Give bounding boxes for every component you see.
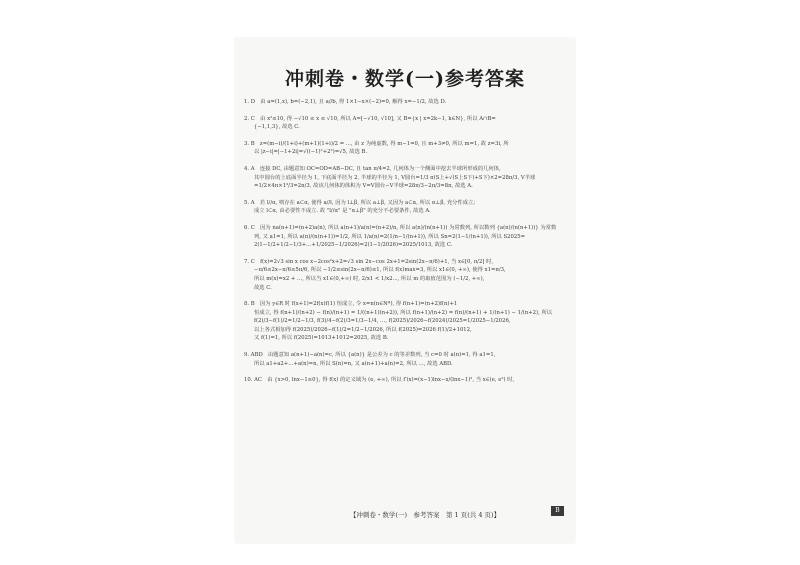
answer-item: [244, 140, 569, 157]
answer-item: [244, 115, 569, 132]
answer-line: 故选 C.: [254, 284, 272, 291]
answer-line: 其中圆台的上底面半径为 1, 下底面半径为 2, 半球的半径为 1, V圆台=1/3 π(S上+√(S上S下)+S下)×2=28π/3, V半球: [254, 174, 536, 181]
answer-item: [244, 351, 569, 368]
page-badge: B: [551, 506, 564, 516]
document-title: 冲刺卷・数学(一)参考答案: [285, 68, 525, 90]
answer-item: [244, 224, 569, 250]
answer-line: 4. A 连接 DC, 由题意知 OC=OD=AB−DC, 且 tan π/4=2, 几何体为一个侧面中挖去半球所形成的几何体,: [244, 165, 501, 172]
answer-line: 以上各式相加得 f(2025)/2026−f(1)/2=1/2−1/2026, 所以 f(2025)=2026 f(1)/2+1012,: [254, 326, 472, 333]
answer-line: 所以 m(x)=x2 + ..., 所以当 x1∈(0,+∞) 时, 2/x1 < 1/x2..., 所以 m 的取值范围为 (−1/2, +∞),: [254, 275, 485, 282]
answer-line: 8. B 因为 y∈R 时 f(x+1)=2f(x)f(1) 恒成立, 令 x=n(n∈N*), 得 f(n+1)=(n+2)f(n)+1: [244, 301, 458, 308]
answer-item: [244, 199, 569, 216]
answer-item: [244, 376, 569, 385]
answer-line: 所以 a1+a2+…+a(n)=n, 所以 S(n)=n, 又 a(n+1)+a(n)=2, 所以 ..., 故选 ABD.: [254, 360, 453, 367]
answer-line: 1. D 由 a=(1,x), b=(−2,1), 且 a//b, 得 1×1−x×(−2)=0, 解得 x=−1/2, 故选 D.: [244, 99, 447, 105]
answer-item: [244, 300, 569, 343]
answer-item: [244, 165, 569, 191]
answer-line: 恒成立, 得 f(n+1)/(n+2) − f(n)/(n+1) = 1/((n+1)(n+2)), 所以 f(n+1)/(n+2) = f(n)/(n+1) + 1/(n+1) − 1/(n+2), 所以: [254, 309, 553, 316]
answer-list: [244, 98, 569, 393]
answer-line: 以 |z−i|=|−1+2i|=√((−1)²+2²)=√5, 故选 B.: [254, 149, 368, 156]
answer-line: 2. C 由 x²≤10, 得 −√10 ≤ x ≤ √10, 所以 A=[−√10, √10], 又 B={x | x=2k−1, k∈N}, 所以 A∩B=: [244, 115, 496, 122]
answer-line: 5. A 若 l//α, 则存在 a⊂α, 使得 a//l, 因为 l⊥β, 所以 a⊥β, 又因为 a⊂α, 所以 α⊥β, 充分性成立;: [244, 199, 476, 206]
answer-line: 6. C 因为 na(n+1)=(n+2)a(n), 所以 a(n+1)/a(n)=(n+2)/n, 所以 a(n)/(n(n+1)) 为常数列, 所以数列 {a(n)/(n(n+1))} 为常数: [244, 224, 557, 231]
answer-item: [244, 258, 569, 292]
answer-line: 3. B z=(m−i)/(1+i)+(m+1)(1+i)/2 = ..., 由 z 为纯虚数, 得 m−1=0, 且 m+3≠0, 所以 m=1, 故 z=3i, 所: [244, 140, 509, 147]
answer-line: 9. ABD 由题意知 a(n+1)−a(n)=c, 所以 {a(n)} 是公差为 c 的等差数列, 当 c=0 时 a(n)=1, 得 a1=1,: [244, 352, 496, 359]
answer-line: 7. C f(x)=2√3 sin x cos x−2cos²x+2=√3 sin 2x−cos 2x+1=2sin(2x−π/6)+1, 当 x∈[0, π/2] 时,: [244, 258, 494, 265]
answer-line: 2(1−1/2+1/2−1/3+…+1/2025−1/2026)=2(1−1/2026)=2025/1013, 故选 C.: [254, 242, 453, 249]
page-footer: 【冲刺卷・数学(一) 参考答案 第 1 页(共 4 页)】: [349, 511, 501, 519]
answer-item: [244, 98, 569, 107]
answer-line: f(2)/3−f(1)/2=1/2−1/3, f(3)/4−f(2)/3=1/3−1/4, …, f(2025)/2026−f(2024)/2025=1/2025−1/2026,: [254, 318, 511, 325]
answer-line: 成立 l⊂α, 由必要性不成立. 故 "l//α" 是 "α⊥β" 的充分不必要条件, 故选 A.: [254, 208, 431, 215]
answer-line: =1/2×4π×1³/3=2π/3, 故该几何体的体积为 V=V圆台−V半球=28π/3−2π/3=8π, 故选 A.: [254, 183, 473, 190]
answer-line: 又 f(1)=1, 所以 f(2025)=1013+1012=2025, 故选 B.: [254, 335, 389, 342]
answer-line: 10. AC 由 {x>0, lnx−1≥0}, 得 f(x) 的定义域为 (e, +∞), 所以 f′(x)=(x−1)lnx−x/(lnx−1)², 当 x∈(e, e²) 时,: [244, 377, 515, 384]
answer-line: {−1,1,3}, 故选 C.: [254, 124, 300, 131]
answer-line: 列, 又 a1=1, 所以 a(n)/(n(n+1))=1/2, 所以 1/a(n)=2(1/n−1/(n+1)), 所以 Sn=2(1−1/(n+1)), 所以 S2025=: [254, 233, 526, 240]
answer-line: −π/6≤2x−π/6≤5π/6, 所以 −1/2≤sin(2x−π/6)≤1, 所以 f(x)max=3, 所以 x1∈(0, +∞), 使得 x1=π/3,: [254, 267, 506, 274]
